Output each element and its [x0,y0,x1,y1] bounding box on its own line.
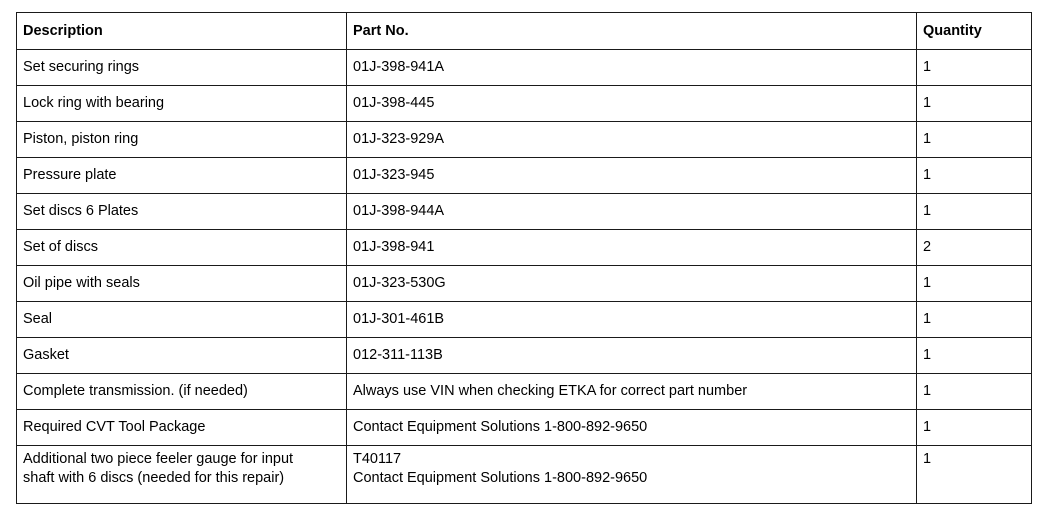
description-line: shaft with 6 discs (needed for this repair) [23,470,285,486]
table-row [17,266,1032,302]
table-row [17,194,1032,230]
table-row [17,374,1032,410]
cell-description: Seal [17,302,347,338]
cell-part-no [347,446,917,504]
cell-description: Complete transmission. (if needed) [17,374,347,410]
cell-quantity: 1 [917,50,1032,86]
cell-quantity: 1 [917,266,1032,302]
table-row [17,86,1032,122]
cell-part-no: 01J-398-944A [347,194,917,230]
cell-quantity: 1 [917,122,1032,158]
table-header-row [17,13,1032,50]
cell-quantity: 1 [917,410,1032,446]
cell-part-no: 01J-301-461B [347,302,917,338]
cell-quantity: 1 [917,374,1032,410]
table-row [17,50,1032,86]
cell-part-no: Always use VIN when checking ETKA for correct part number [347,374,917,410]
cell-description: Set of discs [17,230,347,266]
cell-quantity: 1 [917,338,1032,374]
cell-part-no: 01J-398-445 [347,86,917,122]
cell-description: Pressure plate [17,158,347,194]
cell-part-no: 012-311-113B [347,338,917,374]
header-part-no: Part No. [347,13,917,50]
cell-description: Lock ring with bearing [17,86,347,122]
cell-quantity: 1 [917,446,1032,504]
cell-description: Oil pipe with seals [17,266,347,302]
description-line: Additional two piece feeler gauge for input [23,451,294,467]
cell-quantity: 1 [917,86,1032,122]
cell-quantity: 1 [917,194,1032,230]
cell-description: Required CVT Tool Package [17,410,347,446]
cell-description: Set securing rings [17,50,347,86]
header-description: Description [17,13,347,50]
cell-description [17,446,347,504]
cell-description: Piston, piston ring [17,122,347,158]
cell-quantity: 1 [917,158,1032,194]
table-row [17,302,1032,338]
cell-part-no: 01J-323-945 [347,158,917,194]
parts-table [16,12,1032,504]
cell-part-no: Contact Equipment Solutions 1-800-892-9650 [347,410,917,446]
cell-quantity: 2 [917,230,1032,266]
table-row [17,230,1032,266]
table-row [17,158,1032,194]
cell-part-no: 01J-323-530G [347,266,917,302]
table-row [17,338,1032,374]
table-row [17,122,1032,158]
table-row [17,446,1032,504]
cell-quantity: 1 [917,302,1032,338]
cell-part-no: 01J-323-929A [347,122,917,158]
cell-description: Set discs 6 Plates [17,194,347,230]
part-no-line: Contact Equipment Solutions 1-800-892-9650 [353,470,648,486]
table-row [17,410,1032,446]
header-quantity: Quantity [917,13,1032,50]
cell-part-no: 01J-398-941A [347,50,917,86]
cell-description: Gasket [17,338,347,374]
part-no-line: T40117 [353,451,402,467]
cell-part-no: 01J-398-941 [347,230,917,266]
